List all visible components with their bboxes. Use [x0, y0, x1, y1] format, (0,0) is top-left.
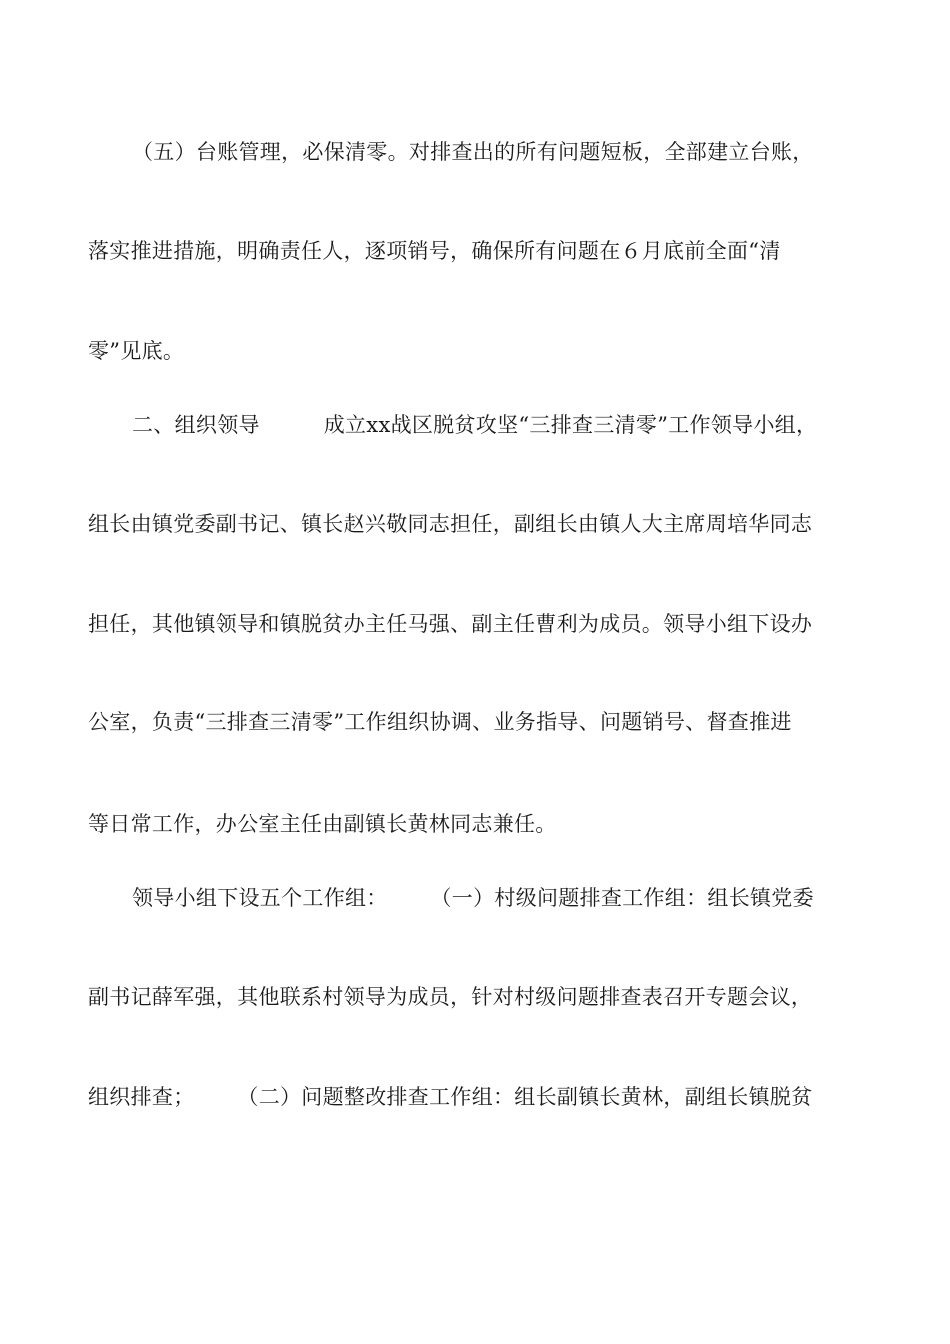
- paragraph-line-10: 副书记薛军强，其他联系村领导为成员，针对村级问题排查表召开专题会议，: [88, 985, 813, 1009]
- paragraph-line-1: （五）台账管理，必保清零。对排查出的所有问题短板，全部建立台账，: [132, 140, 814, 164]
- paragraph-line-5: 组长由镇党委副书记、镇长赵兴敬同志担任，副组长由镇人大主席周培华同志: [88, 512, 813, 536]
- paragraph-line-8: 等日常工作，办公室主任由副镇长黄林同志兼任。: [88, 812, 557, 836]
- paragraph-line-6: 担任，其他镇领导和镇脱贫办主任马强、副主任曹利为成员。领导小组下设办: [88, 612, 813, 636]
- paragraph-line-3: 零”见底。: [88, 339, 185, 363]
- paragraph-line-11: 组织排查； （二）问题整改排查工作组：组长副镇长黄林，副组长镇脱贫: [88, 1085, 813, 1109]
- section-heading-line: 二、组织领导 成立xx战区脱贫攻坚“三排查三清零”工作领导小组，: [132, 413, 818, 437]
- paragraph-line-9: 领导小组下设五个工作组： （一）村级问题排查工作组：组长镇党委: [132, 886, 814, 910]
- paragraph-line-7: 公室，负责“三排查三清零”工作组织协调、业务指导、问题销号、督查推进: [88, 710, 792, 734]
- paragraph-line-2: 落实推进措施，明确责任人，逐项销号，确保所有问题在６月底前全面“清: [88, 239, 781, 263]
